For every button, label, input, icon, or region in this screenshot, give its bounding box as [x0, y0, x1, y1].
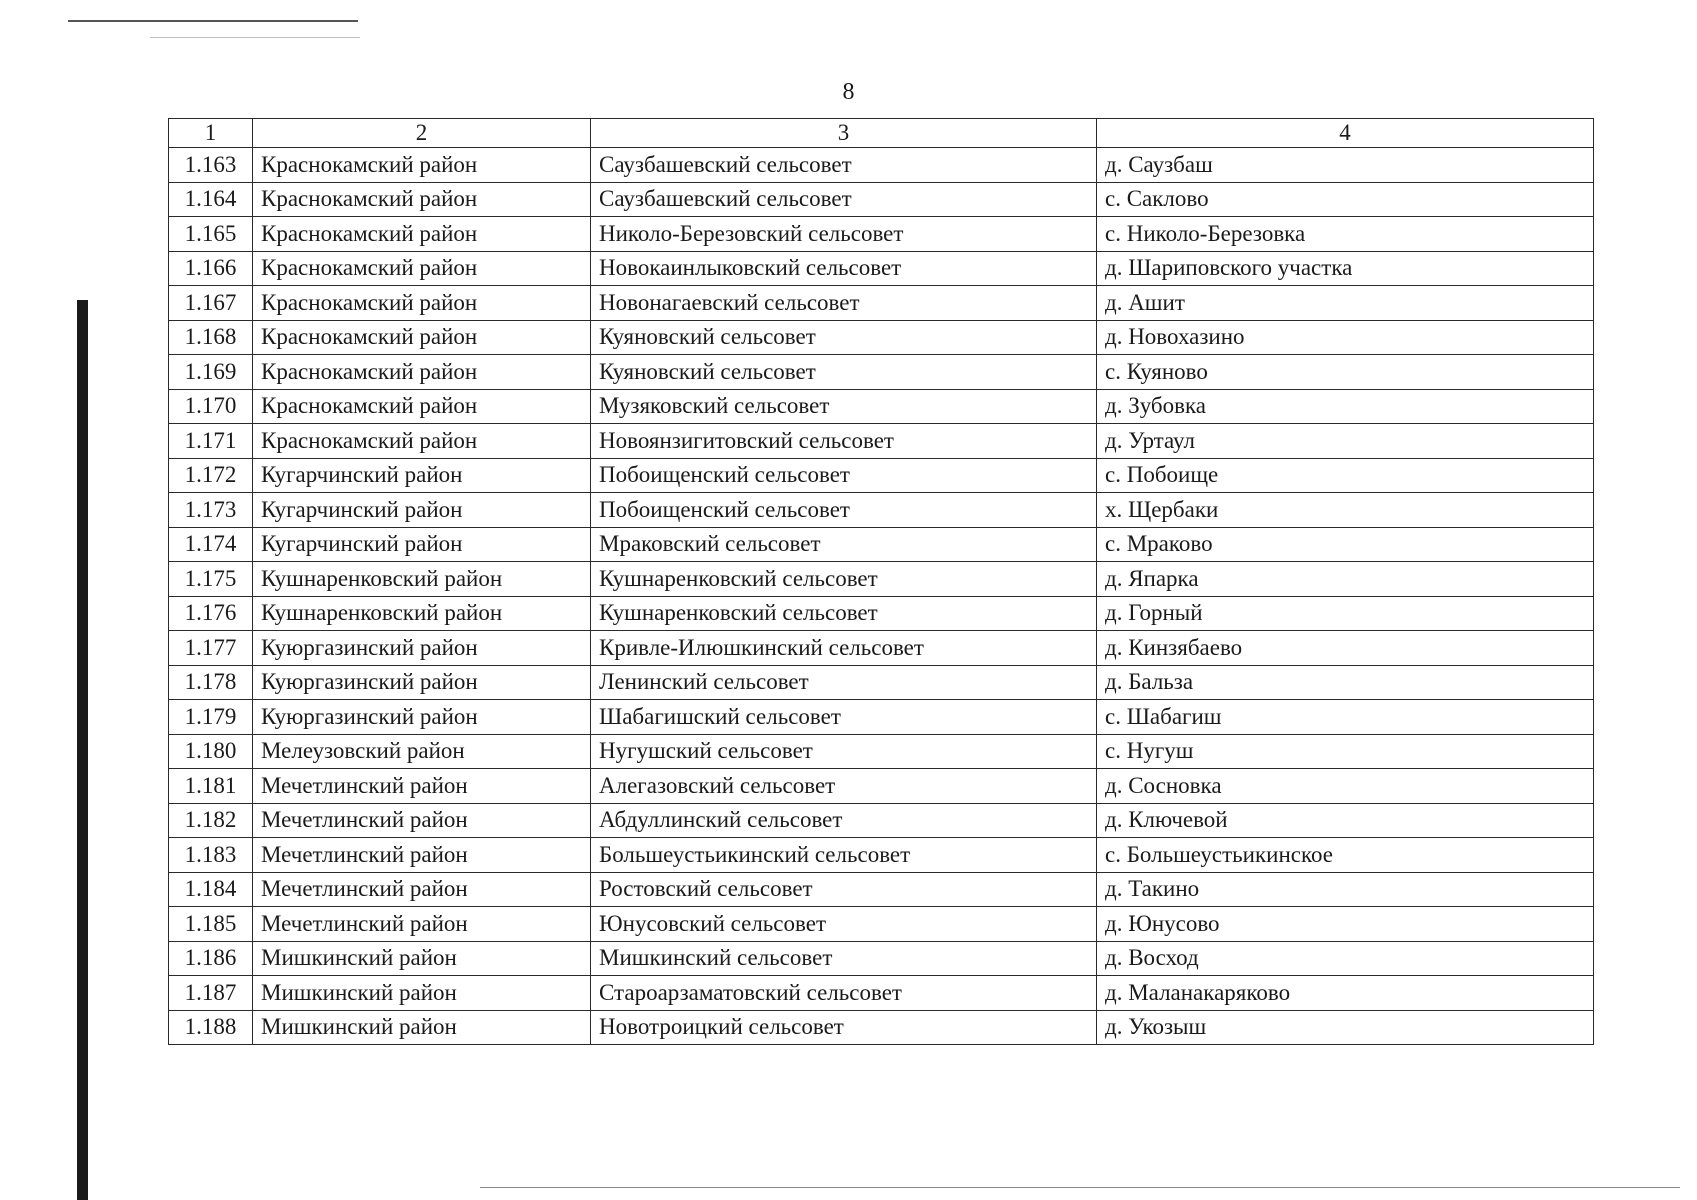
settlement-cell: д. Юнусово — [1097, 907, 1594, 942]
council-cell: Шабагишский сельсовет — [591, 700, 1097, 735]
row-number-cell: 1.168 — [169, 320, 253, 355]
settlement-cell: д. Саузбаш — [1097, 148, 1594, 183]
district-cell: Мечетлинский район — [253, 769, 591, 804]
settlement-cell: с. Саклово — [1097, 182, 1594, 217]
council-cell: Староарзаматовский сельсовет — [591, 976, 1097, 1011]
row-number-cell: 1.172 — [169, 458, 253, 493]
table-row — [169, 941, 1594, 976]
table-row — [169, 596, 1594, 631]
district-cell: Мечетлинский район — [253, 838, 591, 873]
settlement-cell: д. Маланакаряково — [1097, 976, 1594, 1011]
settlement-cell: д. Зубовка — [1097, 389, 1594, 424]
district-cell: Мишкинский район — [253, 976, 591, 1011]
council-cell: Ростовский сельсовет — [591, 872, 1097, 907]
row-number-cell: 1.166 — [169, 251, 253, 286]
settlement-cell: д. Укозыш — [1097, 1010, 1594, 1045]
row-number-cell: 1.188 — [169, 1010, 253, 1045]
row-number-cell: 1.178 — [169, 665, 253, 700]
table-row — [169, 389, 1594, 424]
column-header: 2 — [253, 119, 591, 148]
scan-artifact-top-line — [68, 20, 358, 22]
table-row — [169, 700, 1594, 735]
council-cell: Куяновский сельсовет — [591, 320, 1097, 355]
district-cell: Куюргазинский район — [253, 665, 591, 700]
table-row — [169, 838, 1594, 873]
settlement-cell: д. Восход — [1097, 941, 1594, 976]
row-number-cell: 1.163 — [169, 148, 253, 183]
scan-artifact-left-edge — [77, 300, 88, 1200]
settlement-cell: д. Уртаул — [1097, 424, 1594, 459]
council-cell: Побоищенский сельсовет — [591, 458, 1097, 493]
row-number-cell: 1.187 — [169, 976, 253, 1011]
district-cell: Мишкинский район — [253, 941, 591, 976]
settlement-cell: с. Побоище — [1097, 458, 1594, 493]
council-cell: Саузбашевский сельсовет — [591, 148, 1097, 183]
column-header: 4 — [1097, 119, 1594, 148]
table-row — [169, 631, 1594, 666]
district-cell: Мишкинский район — [253, 1010, 591, 1045]
council-cell: Новоянзигитовский сельсовет — [591, 424, 1097, 459]
district-cell: Кушнаренковский район — [253, 562, 591, 597]
row-number-cell: 1.180 — [169, 734, 253, 769]
district-cell: Краснокамский район — [253, 182, 591, 217]
row-number-cell: 1.174 — [169, 527, 253, 562]
council-cell: Николо-Березовский сельсовет — [591, 217, 1097, 252]
settlement-cell: д. Новохазино — [1097, 320, 1594, 355]
table-row — [169, 769, 1594, 804]
settlement-cell: д. Ключевой — [1097, 803, 1594, 838]
council-cell: Нугушский сельсовет — [591, 734, 1097, 769]
row-number-cell: 1.169 — [169, 355, 253, 390]
table-row — [169, 458, 1594, 493]
table-row — [169, 527, 1594, 562]
district-cell: Краснокамский район — [253, 251, 591, 286]
district-cell: Кушнаренковский район — [253, 596, 591, 631]
council-cell: Кушнаренковский сельсовет — [591, 562, 1097, 597]
district-cell: Мечетлинский район — [253, 872, 591, 907]
table-header-row — [169, 119, 1594, 148]
district-cell: Кугарчинский район — [253, 527, 591, 562]
scan-artifact-top-faint-line — [150, 37, 360, 38]
row-number-cell: 1.167 — [169, 286, 253, 321]
district-cell: Кугарчинский район — [253, 493, 591, 528]
district-cell: Куюргазинский район — [253, 700, 591, 735]
row-number-cell: 1.181 — [169, 769, 253, 804]
settlements-table — [168, 118, 1594, 1045]
district-cell: Мечетлинский район — [253, 907, 591, 942]
table-row — [169, 1010, 1594, 1045]
district-cell: Краснокамский район — [253, 355, 591, 390]
council-cell: Ленинский сельсовет — [591, 665, 1097, 700]
settlement-cell: с. Шабагиш — [1097, 700, 1594, 735]
table-row — [169, 182, 1594, 217]
table-row — [169, 562, 1594, 597]
district-cell: Краснокамский район — [253, 424, 591, 459]
row-number-cell: 1.183 — [169, 838, 253, 873]
row-number-cell: 1.173 — [169, 493, 253, 528]
table-row — [169, 803, 1594, 838]
row-number-cell: 1.165 — [169, 217, 253, 252]
table-row — [169, 493, 1594, 528]
district-cell: Краснокамский район — [253, 320, 591, 355]
council-cell: Побоищенский сельсовет — [591, 493, 1097, 528]
settlement-cell: д. Шариповского участка — [1097, 251, 1594, 286]
district-cell: Куюргазинский район — [253, 631, 591, 666]
row-number-cell: 1.182 — [169, 803, 253, 838]
district-cell: Краснокамский район — [253, 286, 591, 321]
district-cell: Мечетлинский район — [253, 803, 591, 838]
settlement-cell: с. Николо-Березовка — [1097, 217, 1594, 252]
settlement-cell: д. Кинзябаево — [1097, 631, 1594, 666]
settlement-cell: х. Щербаки — [1097, 493, 1594, 528]
table-row — [169, 424, 1594, 459]
council-cell: Куяновский сельсовет — [591, 355, 1097, 390]
page-number: 8 — [842, 79, 855, 105]
row-number-cell: 1.176 — [169, 596, 253, 631]
settlement-cell: д. Ашит — [1097, 286, 1594, 321]
district-cell: Краснокамский район — [253, 389, 591, 424]
district-cell: Кугарчинский район — [253, 458, 591, 493]
council-cell: Саузбашевский сельсовет — [591, 182, 1097, 217]
table-row — [169, 148, 1594, 183]
row-number-cell: 1.184 — [169, 872, 253, 907]
table-row — [169, 217, 1594, 252]
council-cell: Мишкинский сельсовет — [591, 941, 1097, 976]
settlement-cell: д. Бальза — [1097, 665, 1594, 700]
scan-artifact-bottom-line — [480, 1187, 1680, 1188]
table-row — [169, 355, 1594, 390]
row-number-cell: 1.186 — [169, 941, 253, 976]
settlement-cell: с. Мраково — [1097, 527, 1594, 562]
table-row — [169, 976, 1594, 1011]
council-cell: Новонагаевский сельсовет — [591, 286, 1097, 321]
council-cell: Юнусовский сельсовет — [591, 907, 1097, 942]
district-cell: Мелеузовский район — [253, 734, 591, 769]
row-number-cell: 1.177 — [169, 631, 253, 666]
column-header: 3 — [591, 119, 1097, 148]
column-header: 1 — [169, 119, 253, 148]
council-cell: Кушнаренковский сельсовет — [591, 596, 1097, 631]
table-row — [169, 734, 1594, 769]
table-body — [169, 148, 1594, 1045]
row-number-cell: 1.179 — [169, 700, 253, 735]
council-cell: Алегазовский сельсовет — [591, 769, 1097, 804]
council-cell: Кривле-Илюшкинский сельсовет — [591, 631, 1097, 666]
settlement-cell: с. Куяново — [1097, 355, 1594, 390]
council-cell: Новотроицкий сельсовет — [591, 1010, 1097, 1045]
council-cell: Мраковский сельсовет — [591, 527, 1097, 562]
settlement-cell: д. Такино — [1097, 872, 1594, 907]
settlement-cell: д. Япарка — [1097, 562, 1594, 597]
settlement-cell: д. Сосновка — [1097, 769, 1594, 804]
table-row — [169, 320, 1594, 355]
table-row — [169, 251, 1594, 286]
settlement-cell: с. Большеустьикинское — [1097, 838, 1594, 873]
row-number-cell: 1.164 — [169, 182, 253, 217]
district-cell: Краснокамский район — [253, 217, 591, 252]
council-cell: Большеустьикинский сельсовет — [591, 838, 1097, 873]
council-cell: Музяковский сельсовет — [591, 389, 1097, 424]
table-row — [169, 286, 1594, 321]
table-row — [169, 907, 1594, 942]
district-cell: Краснокамский район — [253, 148, 591, 183]
settlement-cell: д. Горный — [1097, 596, 1594, 631]
table-row — [169, 872, 1594, 907]
row-number-cell: 1.170 — [169, 389, 253, 424]
row-number-cell: 1.185 — [169, 907, 253, 942]
settlement-cell: с. Нугуш — [1097, 734, 1594, 769]
council-cell: Абдуллинский сельсовет — [591, 803, 1097, 838]
council-cell: Новокаинлыковский сельсовет — [591, 251, 1097, 286]
table-row — [169, 665, 1594, 700]
row-number-cell: 1.175 — [169, 562, 253, 597]
row-number-cell: 1.171 — [169, 424, 253, 459]
